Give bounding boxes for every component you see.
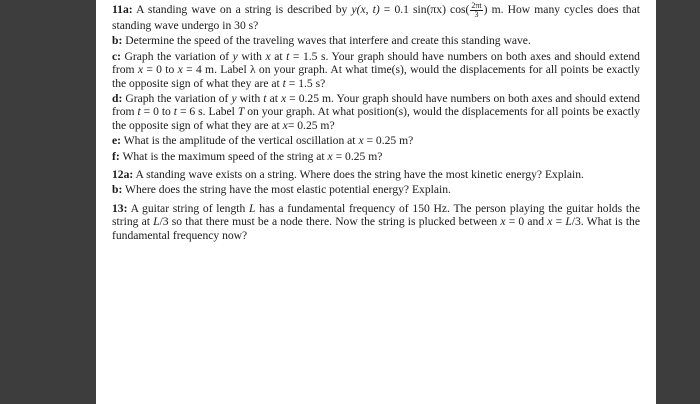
q11a-equation-end: ) m.: [483, 3, 504, 17]
q11d-text-6: = 6 s. Label: [179, 105, 235, 119]
q11b-label: b:: [112, 34, 123, 48]
q11e-text-1: What is the amplitude of the vertical oscillation at: [123, 134, 356, 148]
q13-var-x: x: [500, 215, 506, 229]
q12b-label: b:: [112, 183, 123, 197]
q13-label: 13:: [112, 201, 128, 215]
q13-var-L3: L: [565, 215, 572, 229]
q11d-var-t2: t: [137, 105, 141, 119]
question-11e: [112, 134, 640, 147]
q11f-var-x: x: [327, 149, 333, 163]
q11c-var-t: t: [286, 49, 290, 63]
q11c-var-x: x: [265, 49, 271, 63]
q11e-text-2: = 0.25 m?: [366, 134, 414, 148]
question-12b: [112, 183, 640, 196]
q11f-text-2: = 0.25 m?: [335, 149, 383, 163]
q11d-text-8: = 0.25 m?: [287, 118, 335, 132]
q13-text-5: =: [555, 215, 563, 229]
q11d-text-5: = 0 to: [143, 105, 171, 119]
q11d-var-period: T: [237, 105, 245, 119]
q11e-label: e:: [112, 134, 122, 148]
q11a-label: 11a:: [112, 3, 133, 17]
q11a-equation-lhs: y(x, t): [351, 3, 380, 17]
q11d-var-y: y: [231, 92, 237, 106]
q11c-var-t2: t: [282, 76, 286, 90]
q11d-var-x2: x: [282, 118, 288, 132]
q11c-text-5: = 0 to: [146, 63, 175, 77]
q11d-var-t: t: [263, 92, 267, 106]
q13-text-2: has a fundamental frequency of 150 Hz. The person playing the guitar holds the string at: [112, 201, 640, 229]
q11b-text: Determine the speed of the traveling waves that interfere and create this standing wave.: [125, 34, 531, 48]
question-13: [112, 202, 640, 242]
document-page: [96, 0, 656, 404]
q11c-text-2: with: [241, 49, 262, 63]
q11c-var-y: y: [232, 49, 238, 63]
q11c-label: c:: [112, 49, 122, 63]
q13-var-L: L: [249, 201, 256, 215]
q11c-text-4: = 1.5 s. Your graph should have numbers on both axes and should extend from: [112, 49, 640, 77]
q11e-var-x: x: [358, 134, 364, 148]
q11a-fraction: [470, 2, 482, 19]
q13-var-L2: L: [153, 215, 160, 229]
q11d-text-7: on your graph. At what position(s), would the displacements for all points be exactly the opposite sign of what they are at: [112, 105, 641, 132]
q11c-text-6: = 4 m. Label λ on your graph. At what time(s), would the displacements for all points be exactly the opposite sign of what they are at: [112, 63, 640, 90]
question-12a: [112, 168, 640, 181]
q12b-text: Where does the string have the most elastic potential energy? Explain.: [125, 183, 451, 197]
q11a-fraction-denominator: 3: [474, 10, 479, 19]
q11f-label: f:: [112, 149, 120, 163]
right-margin-bar: [656, 0, 700, 404]
q11d-var-t3: t: [173, 105, 178, 119]
q13-text-4: = 0 and: [508, 215, 545, 229]
q13-text-1: A guitar string of length: [130, 201, 246, 215]
q13-var-x2: x: [547, 215, 553, 229]
q11d-text-3: at: [269, 92, 278, 106]
q11d-text-4: = 0.25 m. Your graph should have numbers on both axes and should extend from: [112, 92, 640, 119]
q11c-text-3: at: [274, 49, 283, 63]
q12a-text: A standing wave exists on a string. Where does the string have the most kinetic energy? Explain.: [135, 168, 584, 182]
q11a-text-1: A standing wave on a string is described by: [136, 3, 348, 17]
q11a-text-2: How many cycles does that standing wave undergo in 30 s?: [112, 3, 640, 32]
q13-text-6: /3. What is the fundamental frequency now?: [112, 215, 640, 242]
left-margin-bar: [0, 0, 96, 404]
q11c-text-7: = 1.5 s?: [288, 76, 326, 90]
q11c-var-x2: x: [137, 63, 144, 77]
question-11a: [112, 2, 640, 32]
q11d-var-x: x: [280, 92, 287, 106]
q12a-label: 12a:: [112, 168, 134, 182]
q11a-fraction-numerator: 2πt: [471, 1, 482, 10]
q11d-text-2: with: [239, 92, 261, 106]
q11a-equation-mid: = 0.1 sin(πx) cos(: [379, 3, 470, 17]
q13-text-3: /3 so that there must be a node there. Now the string is plucked between: [159, 215, 498, 229]
q11c-text-1: Graph the variation of: [124, 49, 230, 63]
question-11c: [112, 50, 640, 90]
question-11b: [112, 34, 640, 47]
q11f-text-1: What is the maximum speed of the string at: [122, 149, 325, 163]
question-11f: [112, 150, 640, 163]
q11c-var-x3: x: [177, 63, 183, 77]
question-11d: [112, 92, 640, 132]
q11d-label: d:: [112, 92, 123, 106]
q11d-text-1: Graph the variation of: [125, 92, 229, 106]
